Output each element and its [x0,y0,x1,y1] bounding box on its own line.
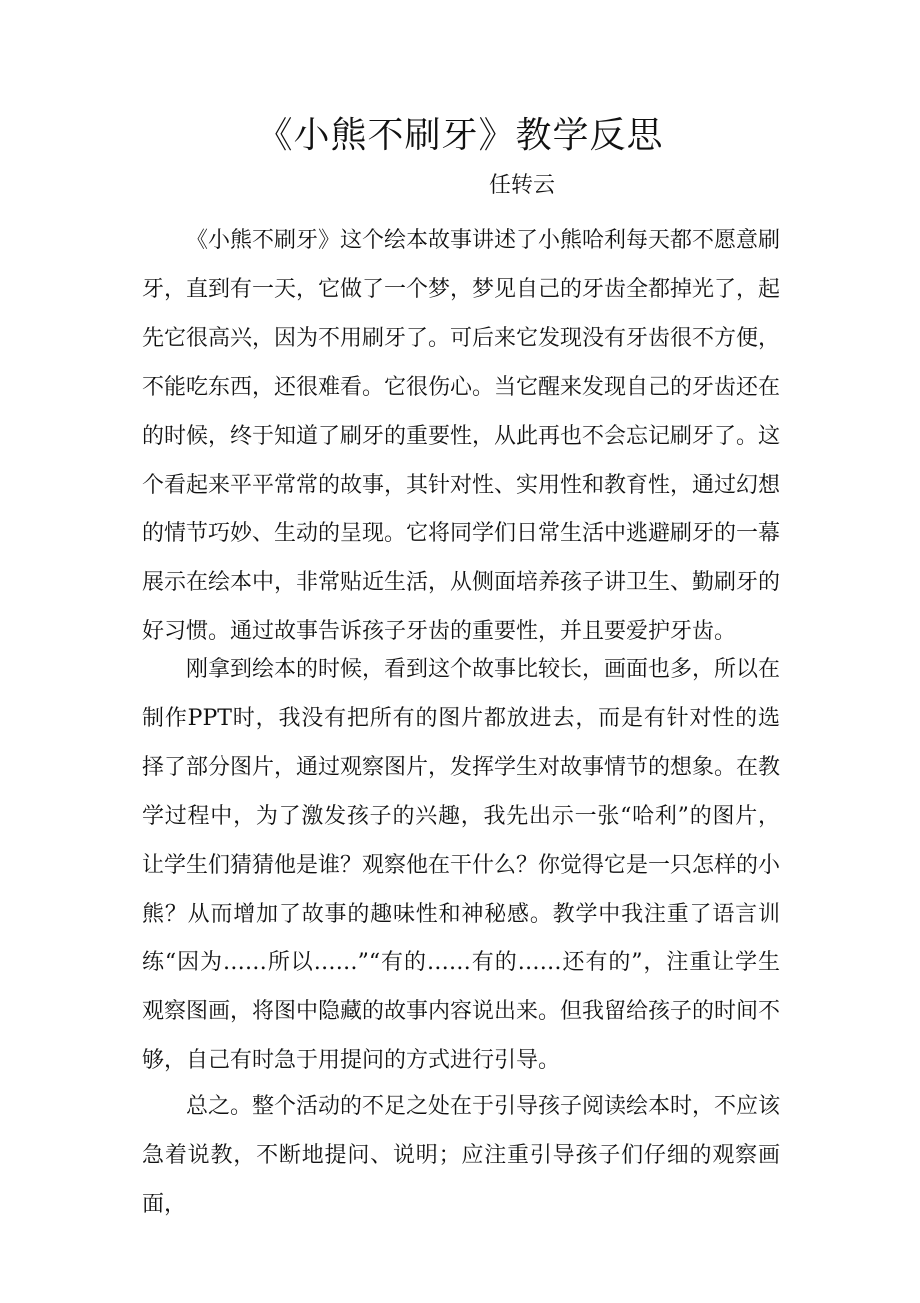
paragraph-2: 刚拿到绘本的时候，看到这个故事比较长，画面也多，所以在制作PPT时，我没有把所有的图片都放进去，而是有针对性的选择了部分图片，通过观察图片，发挥学生对故事情节的想象。在教学过程中，为了激发孩子的兴趣，我先出示一张“哈利”的图片，让学生们猜猜他是谁？观察他在干什么？你觉得它是一只怎样的小熊？从而增加了故事的趣味性和神秘感。教学中我注重了语言训练“因为……所以……”“有的……有的……还有的”，注重让学生观察图画，将图中隐藏的故事内容说出来。但我留给孩子的时间不够，自己有时急于用提问的方式进行引导。 [142,657,781,1074]
document-title: 《小熊不刷牙》教学反思 [256,115,664,156]
paragraph-1: 《小熊不刷牙》这个绘本故事讲述了小熊哈利每天都不愿意刷牙，直到有一天，它做了一个梦，梦见自己的牙齿全都掉光了，起先它很高兴，因为不用刷牙了。可后来它发现没有牙齿很不方便，不能吃东西，还很难看。它很伤心。当它醒来发现自己的牙齿还在的时候，终于知道了刷牙的重要性，从此再也不会忘记刷牙了。这个看起来平平常常的故事，其针对性、实用性和教育性，通过幻想的情节巧妙、生动的呈现。它将同学们日常生活中逃避刷牙的一幕展示在绘本中，非常贴近生活，从侧面培养孩子讲卫生、勤刷牙的好习惯。通过故事告诉孩子牙齿的重要性，并且要爱护牙齿。 [142,228,781,645]
author-name: 任转云 [488,173,555,198]
paragraph-3: 总之。整个活动的不足之处在于引导孩子阅读绘本时，不应该急着说教，不断地提问、说明；应注重引导孩子们仔细的观察画面， [142,1094,781,1217]
